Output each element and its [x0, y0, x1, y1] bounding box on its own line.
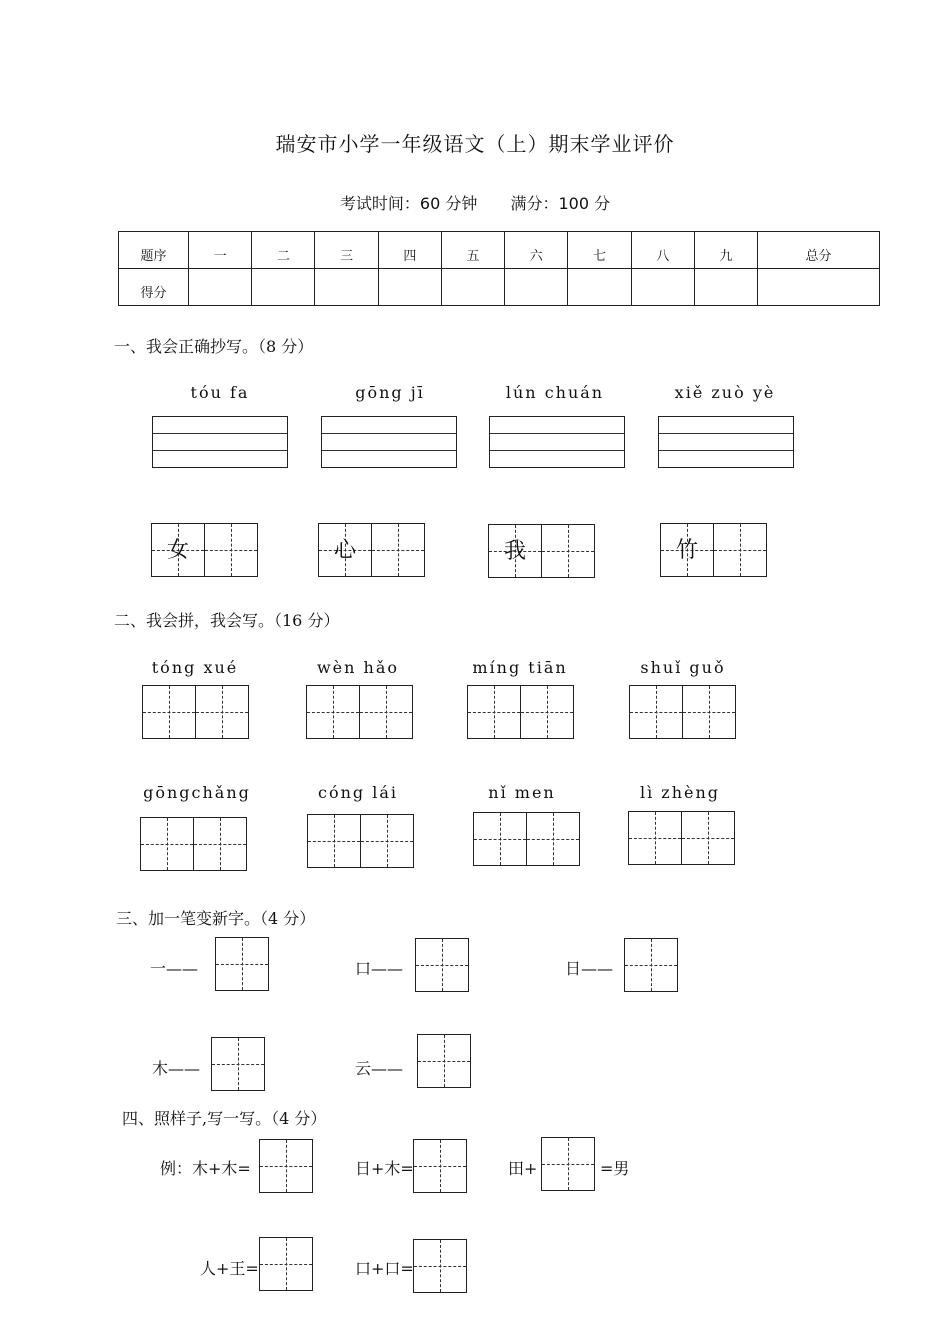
- base-character-label: 木——: [152, 1059, 201, 1078]
- section3-heading: 三、加一笔变新字。（4 分）: [116, 909, 316, 928]
- score-cell[interactable]: [315, 269, 378, 306]
- pinyin-writing-box[interactable]: [152, 416, 288, 468]
- writing-box[interactable]: [142, 685, 196, 739]
- equation-label: 日+木=: [355, 1159, 414, 1178]
- score-cell[interactable]: [568, 269, 631, 306]
- writing-box[interactable]: [683, 685, 736, 739]
- writing-box[interactable]: [467, 685, 521, 739]
- writing-box[interactable]: [307, 814, 361, 868]
- model-character: 女: [166, 538, 189, 563]
- writing-box-pair: [467, 685, 574, 739]
- writing-box[interactable]: [541, 1137, 595, 1191]
- pinyin-writing-box[interactable]: [321, 416, 457, 468]
- base-character-label: 口——: [355, 959, 404, 978]
- table-cell: 得分: [119, 269, 189, 306]
- score-cell[interactable]: [252, 269, 315, 306]
- pinyin-label: lì zhèng: [639, 783, 721, 802]
- writing-box[interactable]: [714, 523, 767, 577]
- writing-box[interactable]: [361, 814, 414, 868]
- model-char-box: [660, 523, 714, 577]
- pinyin-label: nǐ men: [488, 783, 556, 802]
- character-copy-pair: [318, 523, 425, 577]
- base-character-label: 一——: [150, 959, 199, 978]
- writing-box[interactable]: [527, 812, 580, 866]
- writing-box[interactable]: [211, 1037, 265, 1091]
- score-cell[interactable]: [441, 269, 504, 306]
- pinyin-label: tóng xué: [151, 658, 239, 677]
- exam-info: [0, 191, 950, 214]
- writing-box[interactable]: [205, 523, 258, 577]
- pinyin-label: míng tiān: [472, 658, 568, 677]
- pinyin-label: gōngchǎng: [143, 783, 251, 802]
- table-cell: 六: [505, 232, 568, 269]
- score-table: [118, 231, 880, 306]
- writing-box[interactable]: [372, 523, 425, 577]
- model-char-box: [488, 524, 542, 578]
- section4-heading: 四、照样子,写一写。（4 分）: [122, 1109, 327, 1128]
- writing-box[interactable]: [140, 817, 194, 871]
- model-char-box: [151, 523, 205, 577]
- pinyin-label: gōng jī: [355, 383, 425, 402]
- score-cell[interactable]: [758, 269, 880, 306]
- pinyin-label: wèn hǎo: [316, 658, 400, 677]
- equation-label: 人+王=: [200, 1259, 259, 1278]
- table-cell: 三: [315, 232, 378, 269]
- score-table-score-row: [119, 269, 880, 306]
- writing-box-pair: [306, 685, 413, 739]
- writing-box[interactable]: [415, 938, 469, 992]
- table-cell: 二: [252, 232, 315, 269]
- page-title: 瑞安市小学一年级语文（上）期末学业评价: [275, 132, 675, 156]
- writing-box[interactable]: [521, 685, 574, 739]
- table-cell: 题序: [119, 232, 189, 269]
- writing-box[interactable]: [629, 685, 683, 739]
- table-cell: 五: [441, 232, 504, 269]
- writing-box[interactable]: [628, 811, 682, 865]
- table-cell: 九: [694, 232, 757, 269]
- model-character: 我: [503, 539, 526, 564]
- writing-box[interactable]: [306, 685, 360, 739]
- writing-box[interactable]: [196, 685, 249, 739]
- full-score: 满分：100 分: [510, 194, 611, 213]
- score-cell[interactable]: [189, 269, 252, 306]
- table-cell: 四: [378, 232, 441, 269]
- writing-box[interactable]: [542, 524, 595, 578]
- writing-box[interactable]: [360, 685, 413, 739]
- writing-box-pair: [629, 685, 736, 739]
- writing-box-pair: [142, 685, 249, 739]
- writing-box-pair: [473, 812, 580, 866]
- score-cell[interactable]: [694, 269, 757, 306]
- pinyin-label: cóng lái: [318, 783, 398, 802]
- pinyin-writing-box[interactable]: [658, 416, 794, 468]
- model-character: 竹: [675, 538, 698, 563]
- score-cell[interactable]: [631, 269, 694, 306]
- character-copy-pair: [660, 523, 767, 577]
- section1-heading: 一、我会正确抄写。（8 分）: [114, 337, 314, 356]
- writing-box-pair: [140, 817, 247, 871]
- pinyin-label: shuǐ guǒ: [640, 658, 726, 677]
- exam-time: 考试时间：60 分钟: [339, 194, 478, 213]
- writing-box[interactable]: [194, 817, 247, 871]
- writing-box[interactable]: [624, 938, 678, 992]
- score-table-header-row: [119, 232, 880, 269]
- table-cell: 八: [631, 232, 694, 269]
- equation-label: 田+: [508, 1159, 538, 1178]
- pinyin-writing-box[interactable]: [489, 416, 625, 468]
- model-character: 心: [333, 538, 356, 563]
- pinyin-label: xiě zuò yè: [674, 383, 776, 402]
- writing-box-pair: [307, 814, 414, 868]
- writing-box[interactable]: [413, 1239, 467, 1293]
- writing-box[interactable]: [417, 1034, 471, 1088]
- writing-box-pair: [628, 811, 735, 865]
- writing-box[interactable]: [259, 1237, 313, 1291]
- base-character-label: 云——: [355, 1059, 404, 1078]
- score-cell[interactable]: [378, 269, 441, 306]
- table-cell: 一: [189, 232, 252, 269]
- model-char-box: [318, 523, 372, 577]
- score-cell[interactable]: [505, 269, 568, 306]
- pinyin-label: tóu fa: [190, 383, 250, 402]
- character-copy-pair: [488, 524, 595, 578]
- pinyin-label: lún chuán: [505, 383, 605, 402]
- writing-box[interactable]: [215, 937, 269, 991]
- table-cell: 总分: [758, 232, 880, 269]
- writing-box[interactable]: [473, 812, 527, 866]
- writing-box[interactable]: [259, 1139, 313, 1193]
- character-copy-pair: [151, 523, 258, 577]
- equation-label: 口+口=: [355, 1259, 414, 1278]
- base-character-label: 日——: [565, 959, 614, 978]
- writing-box[interactable]: [413, 1139, 467, 1193]
- equation-label: =男: [600, 1159, 630, 1178]
- table-cell: 七: [568, 232, 631, 269]
- section2-heading: 二、我会拼，我会写。（16 分）: [114, 611, 340, 630]
- example-label: 例：木+木=: [160, 1159, 251, 1178]
- writing-box[interactable]: [682, 811, 735, 865]
